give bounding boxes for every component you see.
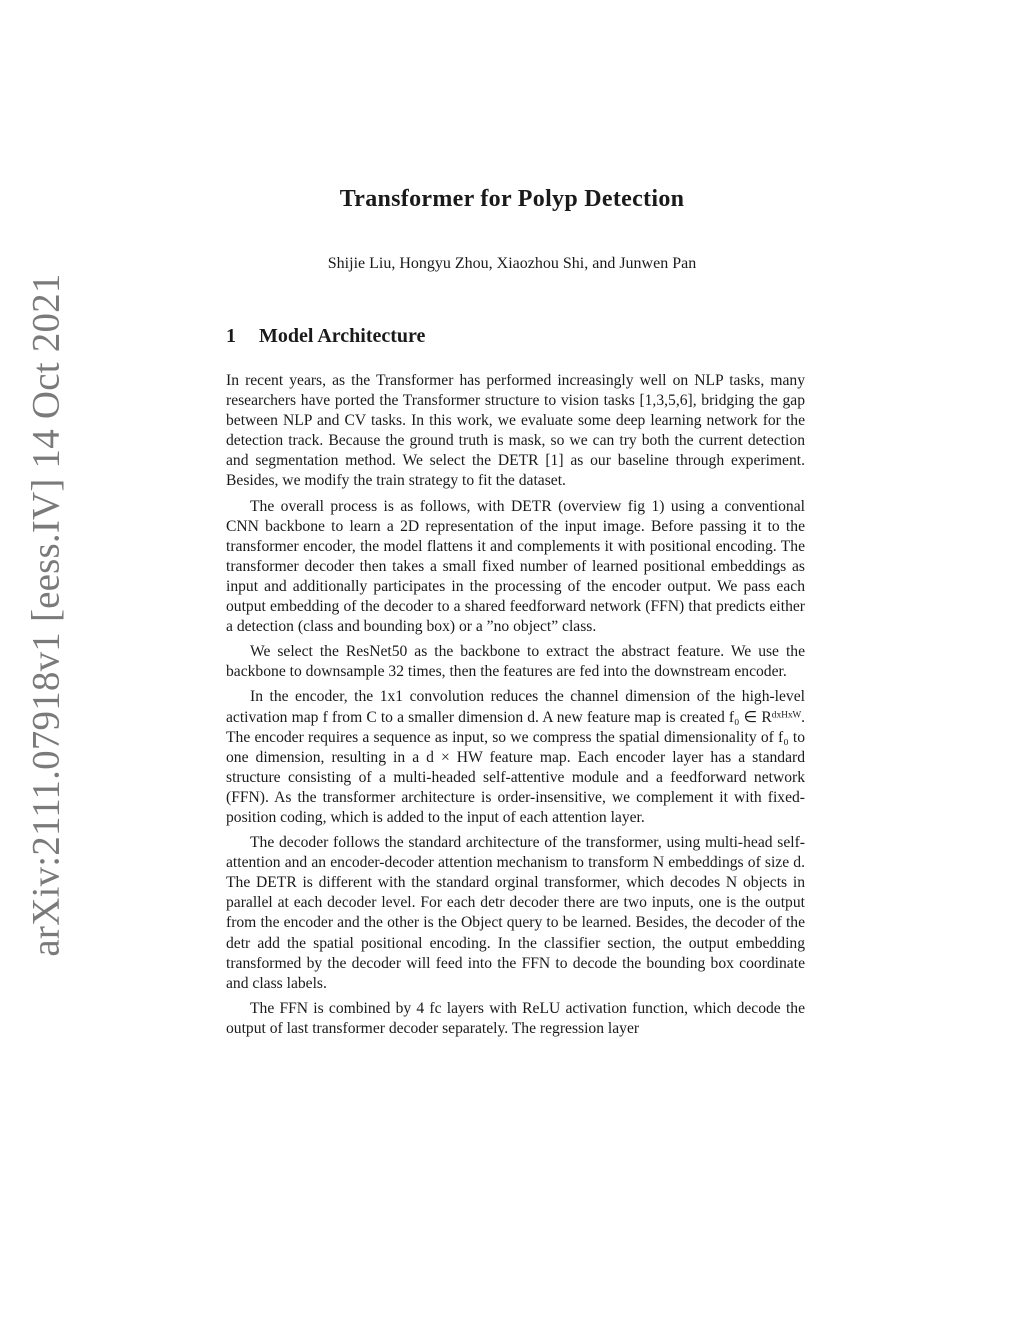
paragraph: We select the ResNet50 as the backbone to extract the abstract feature. We use the backbone to downsample 32 times, then the features are fed into the downstream encoder. — [226, 643, 805, 681]
section-body — [226, 371, 805, 1044]
paper-title: Transformer for Polyp Detection — [339, 186, 685, 212]
paragraph: The decoder follows the standard architecture of the transformer, using multi-head self-attention and an encoder-decoder attention mechanism to transform N embeddings of size d. The DETR is different with the standard orginal transformer, which decodes N objects in parallel at each decoder level. For each detr decoder there are two inputs, one is the output from the encoder and the other is the Object query to be learned. Besides, the decoder of the detr add the spatial positional encoding. In the classifier section, the output embedding transformed by the decoder will feed into the FFN to decode the bounding box coordinate and class labels. — [226, 834, 805, 992]
section-heading — [226, 325, 425, 348]
paragraph: In the encoder, the 1x1 convolution reduces the channel dimension of the high-level activation map f from C to a smaller dimension d. A new feature map is created f₀ ∈ Rᵈˣᴴˣᵂ. The encoder requires a sequence as input, so we compress the spatial dimensionality of f₀ to one dimension, resulting in a d × HW feature map. Each encoder layer has a standard structure consisting of a multi-headed self-attentive module and a feedforward network (FFN). As the transformer architecture is order-insensitive, we complement it with fixed-position coding, which is added to the input of each attention layer. — [226, 688, 805, 826]
section-title: Model Architecture — [259, 325, 426, 347]
paragraph: The FFN is combined by 4 fc layers with ReLU activation function, which decode the output of last transformer decoder separately. The regression layer — [226, 999, 805, 1037]
section-number: 1 — [226, 325, 236, 347]
arxiv-stamp — [0, 0, 68, 957]
author-list: Shijie Liu, Hongyu Zhou, Xiaozhou Shi, and Junwen Pan — [327, 255, 697, 272]
paragraph: The overall process is as follows, with DETR (overview fig 1) using a conventional CNN backbone to learn a 2D representation of the input image. Before passing it to the transformer encoder, the model flattens it and complements it with positional encoding. The transformer decoder then takes a small fixed number of learned positional embeddings as input and additionally participates in the processing of the encoder output. We pass each output embedding of the decoder to a shared feedforward network (FFN) that predicts either a detection (class and bounding box) or a ”no object” class. — [226, 497, 805, 636]
arxiv-identifier: arXiv:2111.07918v1 [eess.IV] 14 Oct 2021 — [24, 273, 68, 957]
paragraph: In recent years, as the Transformer has performed increasingly well on NLP tasks, many researchers have ported the Transformer structure to vision tasks [1,3,5,6], bridging the gap between NLP and CV tasks. In this work, we evaluate some deep learning network for the detection track. Because the ground truth is mask, so we can try both the current detection and segmentation method. We select the DETR [1] as our baseline through experiment. Besides, we modify the train strategy to fit the dataset. — [226, 372, 805, 490]
